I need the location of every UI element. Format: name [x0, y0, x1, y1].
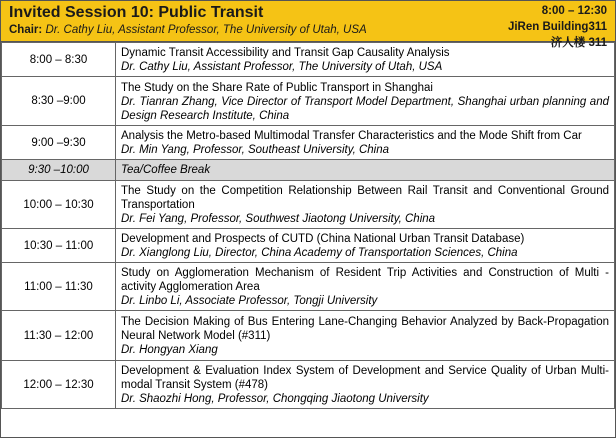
talk-title: Development and Prospects of CUTD (China National Urban Transit Database) — [121, 233, 525, 245]
slot-time: 8:00 – 8:30 — [2, 43, 116, 77]
slot-time: 10:00 – 10:30 — [2, 181, 116, 229]
slot-time: 8:30 –9:00 — [2, 77, 116, 126]
slot-time: 9:30 –10:00 — [2, 160, 116, 181]
talk-speaker: Dr. Xianglong Liu, Director, China Academy of Transportation Sciences, China — [121, 247, 518, 259]
session-header — [1, 1, 615, 49]
talk-speaker: Dr. Tianran Zhang, Vice Director of Transport Model Department, Shanghai urban planning and Design Research Institute, China — [121, 95, 609, 122]
session-meta — [508, 3, 607, 51]
talk-cell — [116, 311, 615, 361]
talk-speaker: Dr. Hongyan Xiang — [121, 344, 218, 356]
talk-title: Study on Agglomeration Mechanism of Resident Trip Activities and Construction of Multi - activity Agglomeration Area — [121, 267, 609, 293]
session-room-cn: 济人楼 311 — [550, 37, 607, 49]
slot-time: 12:00 – 12:30 — [2, 361, 116, 409]
table-row — [2, 77, 615, 126]
talk-cell — [116, 126, 615, 160]
chair-label: Chair: — [9, 24, 43, 36]
slot-time: 10:30 – 11:00 — [2, 229, 116, 263]
schedule-table — [1, 42, 615, 409]
talk-cell — [116, 361, 615, 409]
talk-speaker: Dr. Linbo Li, Associate Professor, Tongji University — [121, 295, 378, 307]
session-chair — [9, 24, 367, 36]
table-row — [2, 126, 615, 160]
table-row — [2, 229, 615, 263]
talk-title: Analysis the Metro-based Multimodal Transfer Characteristics and the Mode Shift from Car — [121, 130, 582, 142]
session-title: Invited Session 10: Public Transit — [9, 4, 264, 21]
session-time: 8:00 – 12:30 — [541, 5, 607, 17]
talk-cell — [116, 229, 615, 263]
slot-time: 9:00 –9:30 — [2, 126, 116, 160]
talk-cell — [116, 263, 615, 311]
talk-cell — [116, 181, 615, 229]
talk-title: Dynamic Transit Accessibility and Transit Gap Causality Analysis — [121, 47, 450, 59]
talk-title: Development & Evaluation Index System of Development and Service Quality of Urban Multi-modal Transit System (#478) — [121, 365, 609, 391]
talk-speaker: Dr. Fei Yang, Professor, Southwest Jiaotong University, China — [121, 213, 436, 225]
table-row — [2, 181, 615, 229]
slot-time: 11:00 – 11:30 — [2, 263, 116, 311]
talk-speaker: Dr. Min Yang, Professor, Southeast University, China — [121, 144, 390, 156]
table-row-break — [2, 160, 615, 181]
talk-speaker: Dr. Shaozhi Hong, Professor, Chongqing Jiaotong University — [121, 393, 429, 405]
break-label: Tea/Coffee Break — [116, 160, 615, 181]
talk-cell — [116, 77, 615, 126]
table-row — [2, 311, 615, 361]
talk-title: The Decision Making of Bus Entering Lane-Changing Behavior Analyzed by Back-Propagation Neural Network Model (#311) — [121, 316, 609, 342]
table-row — [2, 361, 615, 409]
talk-speaker: Dr. Cathy Liu, Assistant Professor, The University of Utah, USA — [121, 61, 443, 73]
talk-title: The Study on the Share Rate of Public Transport in Shanghai — [121, 81, 433, 94]
chair-name: Dr. Cathy Liu, Assistant Professor, The University of Utah, USA — [45, 24, 367, 36]
session-room-en: JiRen Building311 — [507, 21, 607, 33]
slot-time: 11:30 – 12:00 — [2, 311, 116, 361]
table-row — [2, 263, 615, 311]
talk-title: The Study on the Competition Relationship Between Rail Transit and Conventional Ground Transportation — [121, 185, 609, 211]
